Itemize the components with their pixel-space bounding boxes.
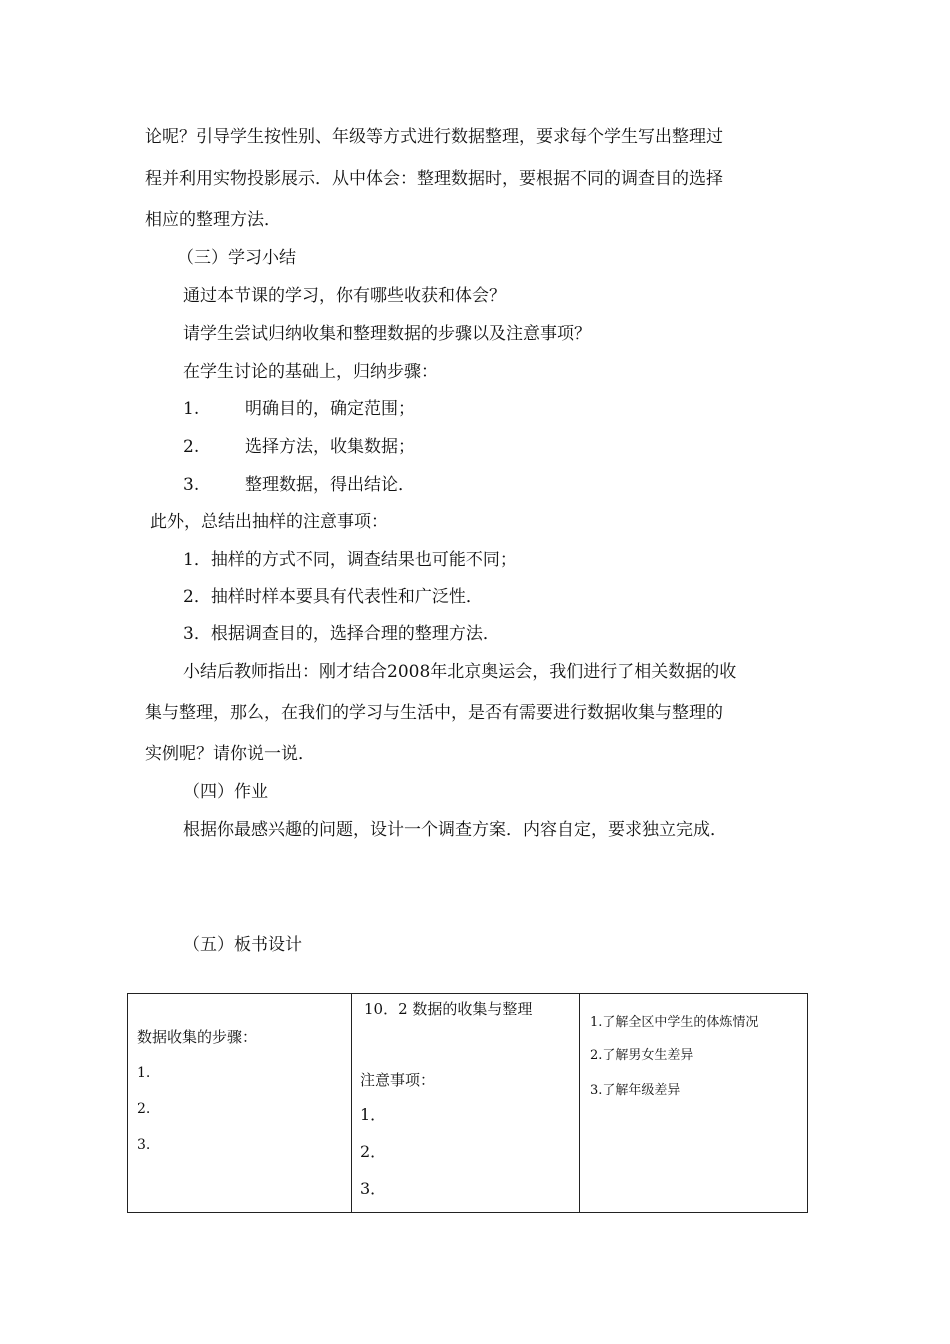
step-text: 明确目的，确定范围； xyxy=(245,399,415,419)
paragraph-line: 根据你最感兴趣的问题，设计一个调查方案．内容自定，要求独立完成． xyxy=(183,820,727,840)
paragraph-line: 实例呢？请你说一说． xyxy=(145,744,315,764)
board-column-goals xyxy=(580,994,807,1212)
paragraph-line: 论呢？引导学生按性别、年级等方式进行数据整理，要求每个学生写出整理过 xyxy=(145,127,723,147)
paragraph-line: 2．抽样时样本要具有代表性和广泛性． xyxy=(183,587,483,607)
paragraph-line: 小结后教师指出：刚才结合2008年北京奥运会，我们进行了相关数据的收 xyxy=(183,662,737,682)
board-column-steps xyxy=(128,994,352,1212)
paragraph-line: 3．根据调查目的，选择合理的整理方法． xyxy=(183,624,500,644)
board-steps-item: 2. xyxy=(137,1101,151,1117)
section-heading-board-design: （五）板书设计 xyxy=(183,935,302,955)
paragraph-line: 相应的整理方法． xyxy=(145,210,281,230)
board-notes-heading: 注意事项： xyxy=(360,1071,436,1089)
paragraph-line: 通过本节课的学习，你有哪些收获和体会？ xyxy=(183,286,506,306)
board-steps-item: 3. xyxy=(137,1137,151,1153)
board-design-table xyxy=(127,993,808,1213)
step-number: 3. xyxy=(183,475,200,495)
step-text: 选择方法，收集数据； xyxy=(245,437,415,457)
board-title: 10．2 数据的收集与整理 xyxy=(364,1000,533,1018)
board-column-title xyxy=(352,994,580,1212)
section-heading-homework: （四）作业 xyxy=(183,782,268,802)
board-steps-heading: 数据收集的步骤： xyxy=(137,1028,258,1046)
board-goal-item: 3.了解年级差异 xyxy=(590,1083,681,1098)
paragraph-line: 此外，总结出抽样的注意事项： xyxy=(150,512,388,532)
step-number: 1. xyxy=(183,399,200,419)
board-notes-item: 3． xyxy=(360,1179,387,1198)
step-text: 整理数据，得出结论． xyxy=(245,475,415,495)
paragraph-line: 1．抽样的方式不同，调查结果也可能不同； xyxy=(183,550,517,570)
paragraph-line: 请学生尝试归纳收集和整理数据的步骤以及注意事项？ xyxy=(183,324,591,344)
paragraph-line: 集与整理，那么，在我们的学习与生活中，是否有需要进行数据收集与整理的 xyxy=(145,703,723,723)
board-steps-item: 1. xyxy=(137,1065,151,1081)
board-notes-item: 1． xyxy=(360,1105,387,1124)
board-goal-item: 2.了解男女生差异 xyxy=(590,1048,694,1063)
board-goal-item: 1.了解全区中学生的体炼情况 xyxy=(590,1015,759,1030)
section-heading-summary: （三）学习小结 xyxy=(177,248,296,268)
step-number: 2. xyxy=(183,437,200,457)
board-notes-item: 2． xyxy=(360,1142,387,1161)
paragraph-line: 程并利用实物投影展示．从中体会：整理数据时，要根据不同的调查目的选择 xyxy=(145,169,723,189)
paragraph-line: 在学生讨论的基础上，归纳步骤： xyxy=(183,362,438,382)
